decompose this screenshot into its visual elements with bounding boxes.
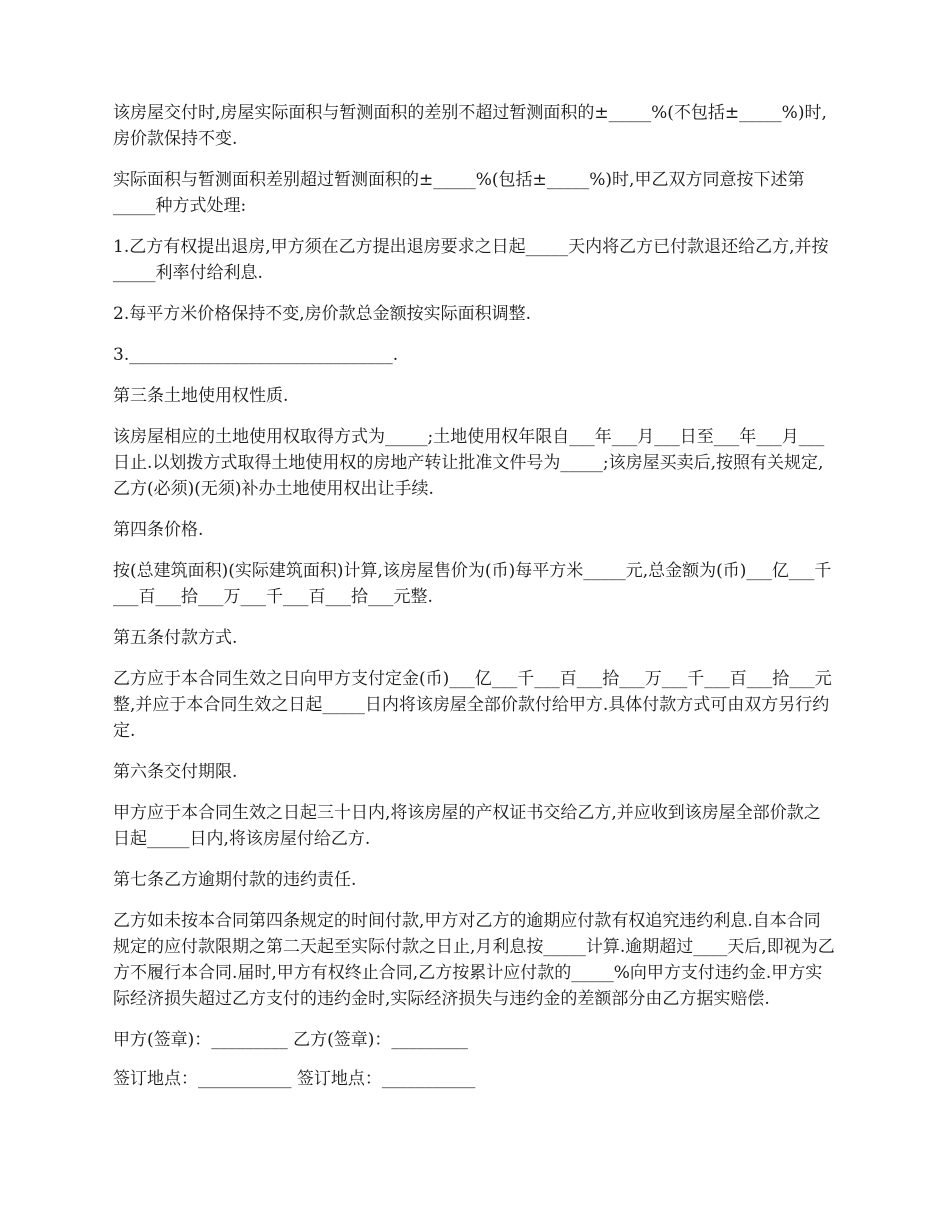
paragraph-breach: 乙方如未按本合同第四条规定的时间付款,甲方对乙方的逾期应付款有权追究违约利息.自本合同规定的应付款限期之第二天起至实际付款之日止,月利息按_____计算.逾期超过____天后,即视为乙方不履行本合同.届时,甲方有权终止合同,乙方按累计应付款的_____%向甲方支付违约金.甲方实际经济损失超过乙方支付的违约金时,实际经济损失与违约金的差额部分由乙方据实赔偿. — [113, 911, 835, 1009]
paragraph-option-3: 3._______________________________. — [113, 345, 399, 365]
paragraph-delivery: 甲方应于本合同生效之日起三十日内,将该房屋的产权证书交给乙方,并应收到该房屋全部价款之日起_____日内,将该房屋付给乙方. — [113, 803, 821, 849]
signing-place-line: 签订地点：___________ 签订地点：___________ — [113, 1069, 476, 1089]
paragraph-option-2: 2.每平方米价格保持不变,房价款总金额按实际面积调整. — [113, 304, 532, 324]
paragraph-land-use: 该房屋相应的土地使用权取得方式为_____;土地使用权年限自___年___月___日至___年___月___日止.以划拨方式取得土地使用权的房地产转让批准文件号为_____;该房屋买卖后,按照有关规定,乙方(必须)(无须)补办土地使用权出让手续. — [113, 427, 825, 499]
heading-article-4: 第四条价格. — [113, 520, 204, 540]
paragraph-area-exceed: 实际面积与暂测面积差别超过暂测面积的±_____%(包括±_____%)时,甲乙双方同意按下述第_____种方式处理: — [113, 170, 805, 216]
paragraph-price: 按(总建筑面积)(实际建筑面积)计算,该房屋售价为(币)每平方米_____元,总金额为(币)___亿___千___百___拾___万___千___百___拾___元整. — [113, 561, 832, 607]
heading-article-7: 第七条乙方逾期付款的违约责任. — [113, 870, 357, 890]
heading-article-3: 第三条土地使用权性质. — [113, 386, 289, 406]
paragraph-option-1: 1.乙方有权提出退房,甲方须在乙方提出退房要求之日起_____天内将乙方已付款退还给乙方,并按_____利率付给利息. — [113, 237, 829, 283]
heading-article-5: 第五条付款方式. — [113, 628, 238, 648]
paragraph-area-tolerance: 该房屋交付时,房屋实际面积与暂测面积的差别不超过暂测面积的±_____%(不包括±_____%)时,房价款保持不变. — [113, 103, 827, 149]
paragraph-payment: 乙方应于本合同生效之日向甲方支付定金(币)___亿___千___百___拾___万___千___百___拾___元整,并应于本合同生效之日起_____日内将该房屋全部价款付给甲方.具体付款方式可由双方另行约定. — [113, 669, 832, 741]
signature-line: 甲方(签章)：_________ 乙方(签章)：_________ — [113, 1030, 468, 1050]
document-body — [113, 100, 835, 1105]
heading-article-6: 第六条交付期限. — [113, 762, 238, 782]
